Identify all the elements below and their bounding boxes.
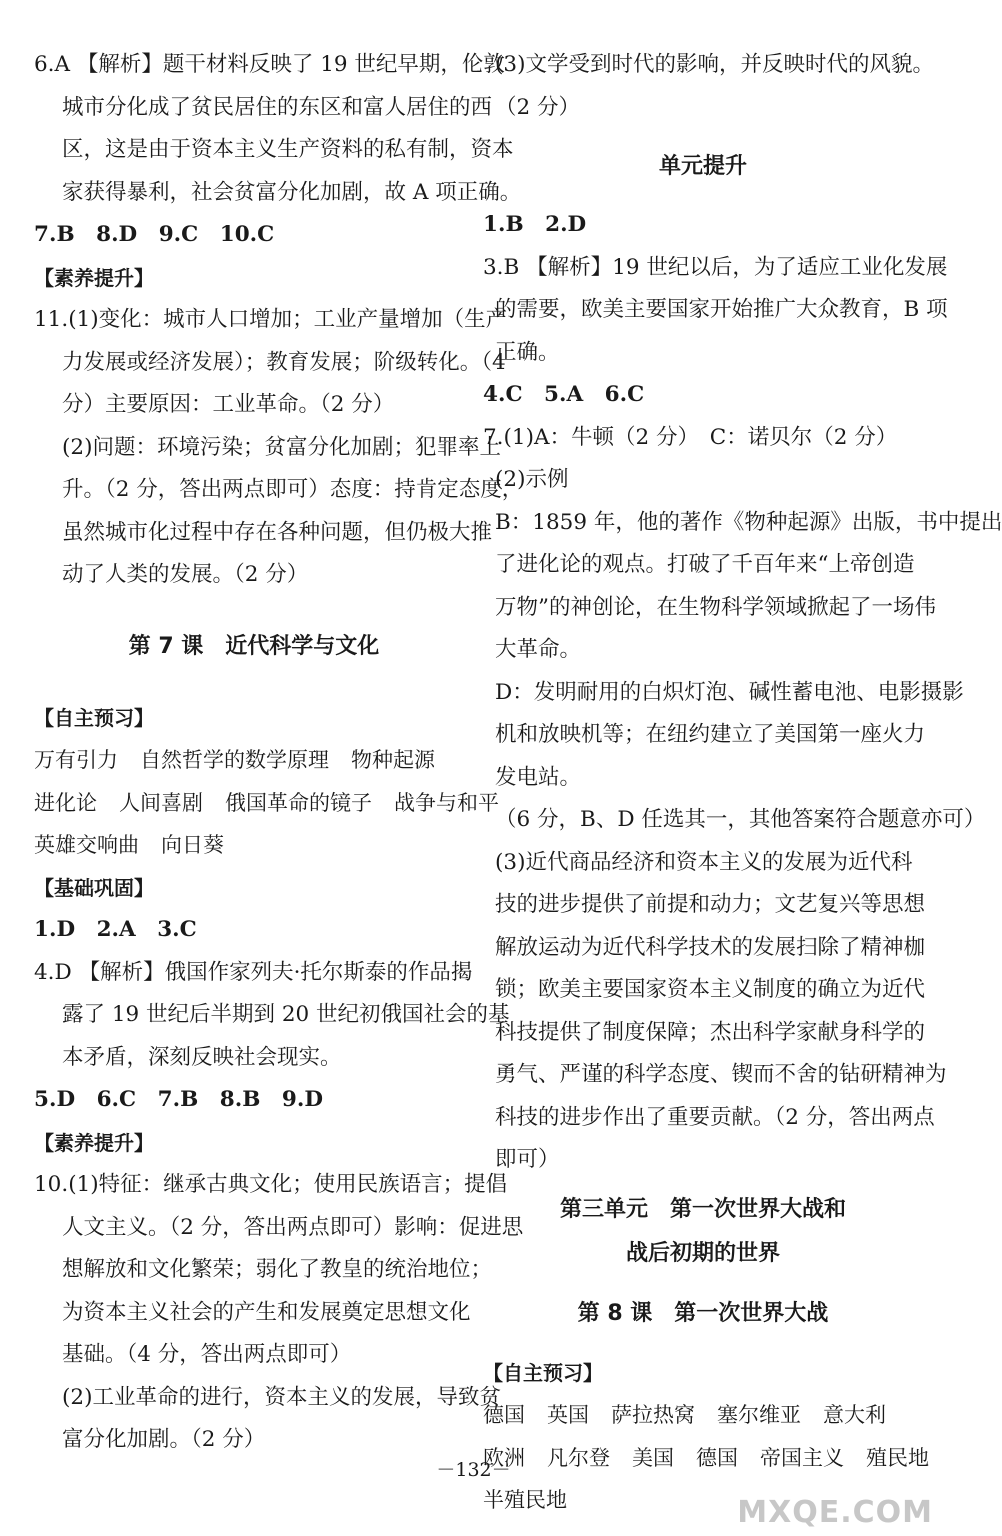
preview-term: 意大利 — [823, 1403, 886, 1427]
text-line: 升。（2 分，答出两点即可）态度：持肯定态度， — [62, 477, 524, 502]
preview-term: 英国 — [547, 1403, 589, 1427]
section-tag-zizhu: 【自主预习】 — [483, 1360, 603, 1385]
unit-3-title: 第三单元 第一次世界大战和 — [559, 1196, 846, 1222]
text-line: 动了人类的发展。（2 分） — [62, 562, 309, 587]
preview-term: 俄国革命的镜子 — [225, 790, 372, 815]
text-line: 想解放和文化繁荣；弱化了教皇的统治地位； — [62, 1257, 493, 1282]
section-tag-suyang: 【素养提升】 — [34, 265, 154, 290]
text-line: 本矛盾，深刻反映社会现实。 — [62, 1044, 342, 1070]
text-line: 大革命。 — [495, 637, 582, 662]
text-line: 科技的进步作出了重要贡献。（2 分，答出两点 — [495, 1104, 935, 1130]
preview-term: 德国 — [696, 1445, 738, 1470]
preview-term: 美国 — [632, 1445, 674, 1470]
lesson-7-title: 第 7 课 近代科学与文化 — [128, 633, 380, 659]
text-line: 11.(1)变化：城市人口增加；工业产量增加（生产 — [34, 307, 508, 332]
text-line: (2)问题：环境污染；贫富分化加剧；犯罪率上 — [62, 434, 501, 460]
preview-term: 德国 — [483, 1403, 525, 1427]
text-line: 的需要，欧美主要国家开始推广大众教育，B 项 — [495, 297, 948, 322]
preview-term: 自然哲学的数学原理 — [140, 748, 329, 772]
text-line: 人文主义。（2 分，答出两点即可）影响：促进思 — [62, 1214, 524, 1240]
preview-words — [34, 739, 499, 867]
section-tag-suyang: 【素养提升】 — [34, 1130, 154, 1155]
text-line: 区，这是由于资本主义生产资料的私有制，资本 — [62, 137, 514, 162]
text-line: 正确。 — [495, 339, 560, 365]
text-line: （6 分，B、D 任选其一，其他答案符合题意亦可） — [495, 807, 986, 832]
preview-term: 塞尔维亚 — [717, 1403, 801, 1427]
text-line: B：1859 年，他的著作《物种起源》出版，书中提出 — [495, 509, 1002, 535]
section-tag-zizhu: 【自主预习】 — [34, 705, 154, 730]
text-line: 勇气、严谨的科学态度、锲而不舍的钻研精神为 — [495, 1062, 947, 1087]
text-line: (2)工业革命的进行，资本主义的发展，导致贫 — [62, 1384, 501, 1410]
preview-term: 战争与和平 — [394, 790, 499, 815]
preview-term: 帝国主义 — [760, 1445, 844, 1470]
answer-q4 — [34, 952, 510, 1080]
text-line: 6.A 【解析】题干材料反映了 19 世纪早期，伦敦 — [34, 52, 505, 77]
answer-q3-part3 — [483, 44, 934, 129]
text-line: 力发展或经济发展）；教育发展；阶级转化。（4 — [62, 349, 506, 375]
text-line: 分）主要原因：工业革命。（2 分） — [62, 392, 395, 417]
text-line: 解放运动为近代科学技术的发展扫除了精神枷 — [495, 934, 926, 960]
preview-term: 物种起源 — [351, 748, 435, 772]
answer-q11 — [34, 299, 524, 597]
text-line: 3.B 【解析】19 世纪以后，为了适应工业化发展 — [483, 254, 948, 280]
text-line: 家获得暴利，社会贫富分化加剧，故 A 项正确。 — [62, 179, 522, 205]
answer-q7 — [483, 417, 1002, 1182]
preview-term: 人间喜剧 — [119, 790, 203, 815]
section-tag-jichu: 【基础巩固】 — [34, 875, 154, 900]
unit-review-title: 单元提升 — [658, 154, 747, 179]
preview-term: 欧洲 — [483, 1445, 525, 1470]
text-line: 虽然城市化过程中存在各种问题，但仍极大推 — [62, 519, 493, 545]
text-line: 7.(1)A：牛顿（2 分） C：诺贝尔（2 分） — [483, 424, 898, 450]
watermark: MXQE.COM — [737, 1495, 933, 1530]
answer-q1-2: 1.B 2.D — [483, 212, 587, 237]
unit-3-title-cont: 战后初期的世界 — [625, 1240, 780, 1266]
answer-q1-3: 1.D 2.A 3.C — [34, 917, 197, 942]
preview-term: 殖民地 — [866, 1445, 929, 1470]
preview-row — [34, 782, 499, 825]
text-line: (3)文学受到时代的影响，并反映时代的风貌。 — [495, 52, 934, 77]
text-line: 万物”的神创论，在生物科学领域掀起了一场伟 — [495, 594, 936, 620]
preview-term: 英雄交响曲 — [34, 833, 139, 857]
preview-row — [34, 739, 474, 782]
text-line: (3)近代商品经济和资本主义的发展为近代科 — [495, 849, 913, 875]
text-line: 4.D 【解析】俄国作家列夫·托尔斯泰的作品揭 — [34, 959, 473, 985]
text-line: 城市分化成了贫民居住的东区和富人居住的西 — [62, 94, 493, 120]
text-line: 锁；欧美主要国家资本主义制度的确立为近代 — [495, 977, 926, 1002]
preview-term: 凡尔登 — [547, 1445, 610, 1470]
answer-q3 — [483, 247, 948, 375]
answer-q6 — [34, 44, 522, 214]
text-line: 露了 19 世纪后半期到 20 世纪初俄国社会的基 — [62, 1002, 510, 1027]
answer-q5-9: 5.D 6.C 7.B 8.B 9.D — [34, 1087, 323, 1112]
page-number: －132－ — [436, 1459, 511, 1481]
text-line: 为资本主义社会的产生和发展奠定思想文化 — [62, 1299, 471, 1325]
preview-term: 半殖民地 — [483, 1488, 567, 1512]
text-line: (2)示例 — [495, 467, 569, 492]
text-line: 技的进步提供了前提和动力；文艺复兴等思想 — [495, 892, 926, 917]
preview-row — [483, 1394, 923, 1437]
lesson-8-title: 第 8 课 第一次世界大战 — [577, 1300, 829, 1326]
preview-term: 向日葵 — [161, 833, 224, 857]
text-line: 科技提供了制度保障；杰出科学家献身科学的 — [495, 1019, 926, 1045]
preview-term: 进化论 — [34, 790, 97, 815]
text-line: 了进化论的观点。打破了千百年来“上帝创造 — [495, 552, 915, 577]
preview-row — [34, 824, 474, 867]
preview-term: 万有引力 — [34, 748, 118, 772]
text-line: 即可） — [495, 1147, 560, 1172]
answer-q7-10: 7.B 8.D 9.C 10.C — [34, 222, 275, 247]
text-line: 10.(1)特征：继承古典文化；使用民族语言；提倡 — [34, 1172, 508, 1197]
text-line: （2 分） — [495, 94, 581, 120]
text-line: 发电站。 — [495, 764, 582, 790]
right-column — [483, 44, 1002, 1522]
text-line: 富分化加剧。（2 分） — [62, 1427, 266, 1452]
text-line: 机和放映机等；在纽约建立了美国第一座火力 — [495, 722, 926, 747]
text-line: D：发明耐用的白炽灯泡、碱性蓄电池、电影摄影 — [495, 679, 964, 705]
answer-q4-6: 4.C 5.A 6.C — [483, 382, 645, 407]
text-line: 基础。（4 分，答出两点即可） — [62, 1342, 352, 1367]
preview-term: 萨拉热窝 — [611, 1403, 695, 1427]
